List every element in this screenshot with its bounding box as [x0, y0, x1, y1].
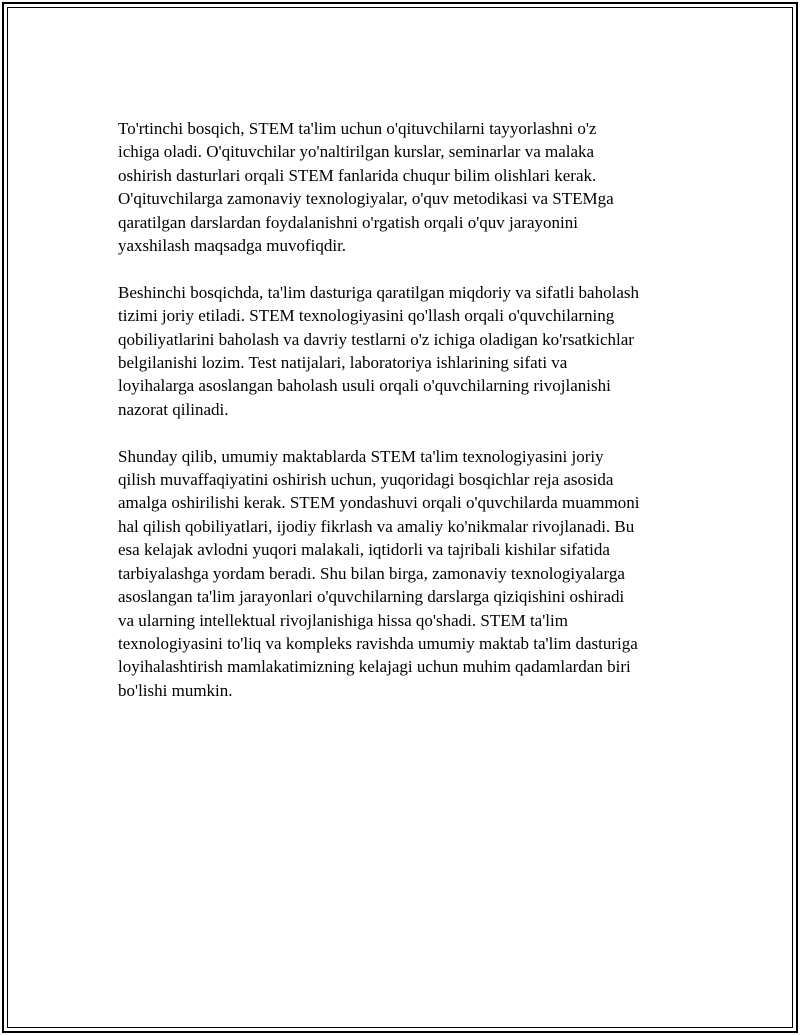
text-line: texnologiyasini to'liq va kompleks ravishda umumiy maktab ta'lim dasturiga: [118, 633, 638, 653]
text-line: nazorat qilinadi.: [118, 399, 229, 419]
paragraph-stage-five: [118, 281, 693, 421]
text-line: qilish muvaffaqiyatini oshirish uchun, yuqoridagi bosqichlar reja asosida: [118, 470, 614, 490]
text-line: Shunday qilib, umumiy maktablarda STEM ta'lim texnologiyasini joriy: [118, 446, 604, 466]
text-line: belgilanishi lozim. Test natijalari, laboratoriya ishlarining sifati va: [118, 353, 568, 373]
text-line: asoslangan ta'lim jarayonlari o'quvchilarning darslarga qiziqishini oshiradi: [118, 587, 625, 607]
text-line: ichiga oladi. O'qituvchilar yo'naltirilgan kurslar, seminarlar va malaka: [118, 142, 595, 162]
text-line: esa kelajak avlodni yuqori malakali, iqtidorli va tajribali kishilar sifatida: [118, 540, 610, 560]
text-line: tarbiyalashga yordam beradi. Shu bilan birga, zamonaviy texnologiyalarga: [118, 563, 625, 583]
text-line: O'qituvchilarga zamonaviy texnologiyalar, o'quv metodikasi va STEMga: [118, 189, 614, 209]
text-line: bo'lishi mumkin.: [118, 680, 233, 700]
text-line: va ularning intellektual rivojlanishiga hissa qo'shadi. STEM ta'lim: [118, 610, 568, 630]
text-line: hal qilish qobiliyatlari, ijodiy fikrlash va amaliy ko'nikmalar rivojlanadi. Bu: [118, 516, 635, 536]
text-line: Beshinchi bosqichda, ta'lim dasturiga qaratilgan miqdoriy va sifatli baholash: [118, 282, 639, 302]
text-line: To'rtinchi bosqich, STEM ta'lim uchun o'qituvchilarni tayyorlashni o'z: [118, 119, 597, 138]
text-line: loyihalarga asoslangan baholash usuli orqali o'quvchilarning rivojlanishi: [118, 376, 611, 396]
paragraph-conclusion: [118, 445, 693, 702]
text-line: qobiliyatlarini baholash va davriy testlarni o'z ichiga oladigan ko'rsatkichlar: [118, 329, 634, 349]
text-line: oshirish dasturlari orqali STEM fanlarida chuqur bilim olishlari kerak.: [118, 165, 597, 185]
text-line: loyihalashtirish mamlakatimizning kelajagi uchun muhim qadamlardan biri: [118, 657, 631, 677]
text-line: yaxshilash maqsadga muvofiqdir.: [118, 236, 347, 256]
text-line: amalga oshirilishi kerak. STEM yondashuvi orqali o'quvchilarda muammoni: [118, 493, 640, 513]
paragraph-stage-four: [118, 117, 693, 257]
document-body: [118, 117, 693, 726]
text-line: tizimi joriy etiladi. STEM texnologiyasini qo'llash orqali o'quvchilarning: [118, 306, 615, 326]
text-line: qaratilgan darslardan foydalanishni o'rgatish orqali o'quv jarayonini: [118, 212, 578, 232]
